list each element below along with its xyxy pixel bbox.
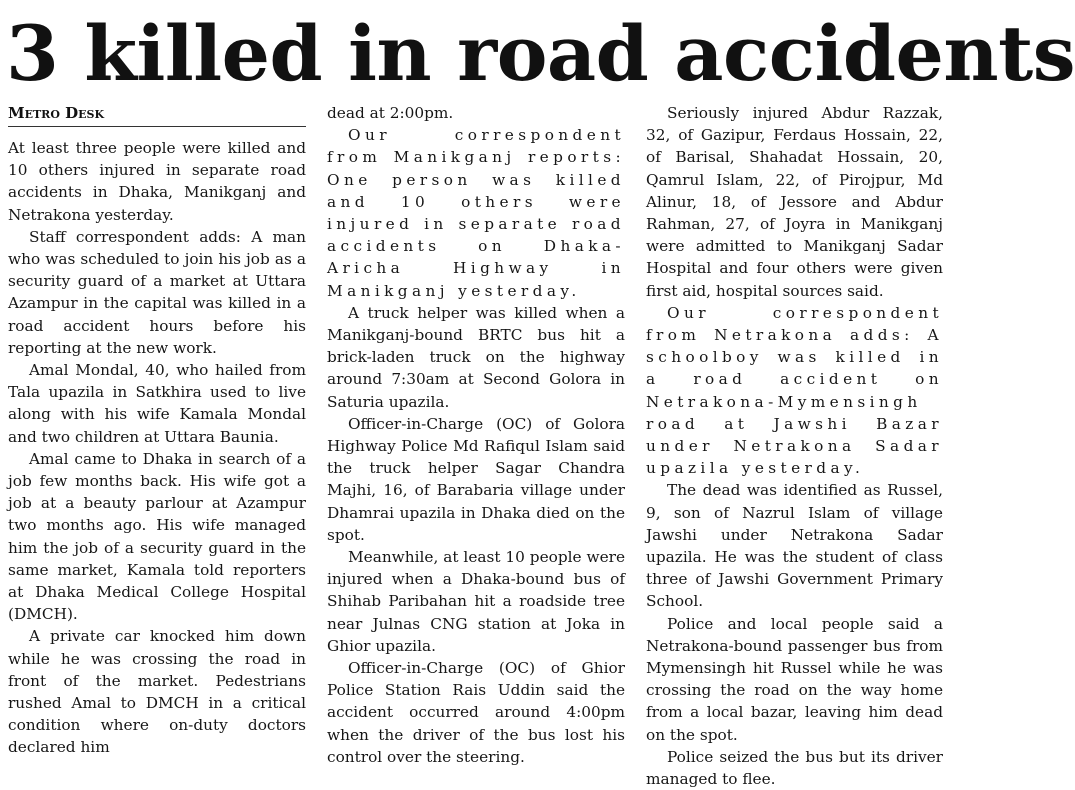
paragraph: Staff correspondent adds: A man who was scheduled to join his job as a security guard of a market at Uttara Azampur in the capital was killed in a road accident hours before his reporting at the new work. (8, 227, 306, 357)
paragraph: dead at 2:00pm. (327, 104, 454, 122)
article-column-1 (8, 102, 306, 759)
paragraph: Our correspondent from Manikganj reports: One person was killed and 10 others were injured in separate road accidents on Dhaka-Aricha Highway in Manikganj yesterday. (327, 126, 625, 300)
paragraph: At least three people were killed and 10 others injured in separate road accidents in Dhaka, Manikganj and Netrakona yesterday. (8, 139, 306, 224)
paragraph: Police and local people said a Netrakona-bound passenger bus from Mymensingh hit Russel while he was crossing the road on the way home from a local bazar, leaving him dead on the spot. (646, 614, 943, 744)
paragraph: Seriously injured Abdur Razzak, 32, of Gazipur, Ferdaus Hossain, 22, of Barisal, Shahadat Hossain, 20, Qamrul Islam, 22, of Pirojpur, Md Alinur, 18, of Jessore and Abdur Rahman, 27, of Joyra in Manikganj were admitted to Manikganj Sadar Hospital and four others were given first aid, hospital sources said. (646, 104, 943, 300)
headline: 3 killed in road accidents (6, 9, 1075, 98)
paragraph: Officer-in-Charge (OC) of Golora Highway Police Md Rafiqul Islam said the truck helper Sagar Chandra Majhi, 16, of Barabaria village under Dhamrai upazila in Dhaka died on the spot. (327, 414, 625, 544)
paragraph: Officer-in-Charge (OC) of Ghior Police Station Rais Uddin said the accident occurred around 4:00pm when the driver of the bus lost his control over the steering. (327, 659, 625, 766)
paragraph: Amal came to Dhaka in search of a job few months back. His wife got a job at a beauty parlour at Azampur two months ago. His wife managed him the job of a security guard in the same market, Kamala told reporters at Dhaka Medical College Hospital (DMCH). (8, 449, 306, 624)
paragraph: Amal Mondal, 40, who hailed from Tala upazila in Satkhira used to live along with his wife Kamala Mondal and two children at Uttara Baunia. (8, 361, 306, 446)
desk-byline: Metro Desk (8, 102, 306, 127)
article-column-2 (327, 102, 625, 768)
paragraph: A truck helper was killed when a Manikganj-bound BRTC bus hit a brick-laden truck on the highway around 7:30am at Second Golora in Saturia upazila. (327, 303, 625, 411)
article-column-3 (646, 102, 943, 790)
paragraph: The dead was identified as Russel, 9, son of Nazrul Islam of village Jawshi under Netrakona Sadar upazila. He was the student of class three of Jawshi Government Primary School. (646, 481, 943, 611)
paragraph: A private car knocked him down while he was crossing the road in front of the market. Pedestrians rushed Amal to DMCH in a critical condition where on-duty doctors declared him (8, 627, 306, 757)
paragraph: Meanwhile, at least 10 people were injured when a Dhaka-bound bus of Shihab Paribahan hit a roadside tree near Julnas CNG station at Joka in Ghior upazila. (327, 548, 625, 655)
paragraph: Our correspondent from Netrakona adds: A schoolboy was killed in a road accident on Netrakona-Mymensingh road at Jawshi Bazar under Netrakona Sadar upazila yesterday. (646, 303, 943, 478)
paragraph: Police seized the bus but its driver managed to flee. (646, 747, 943, 789)
